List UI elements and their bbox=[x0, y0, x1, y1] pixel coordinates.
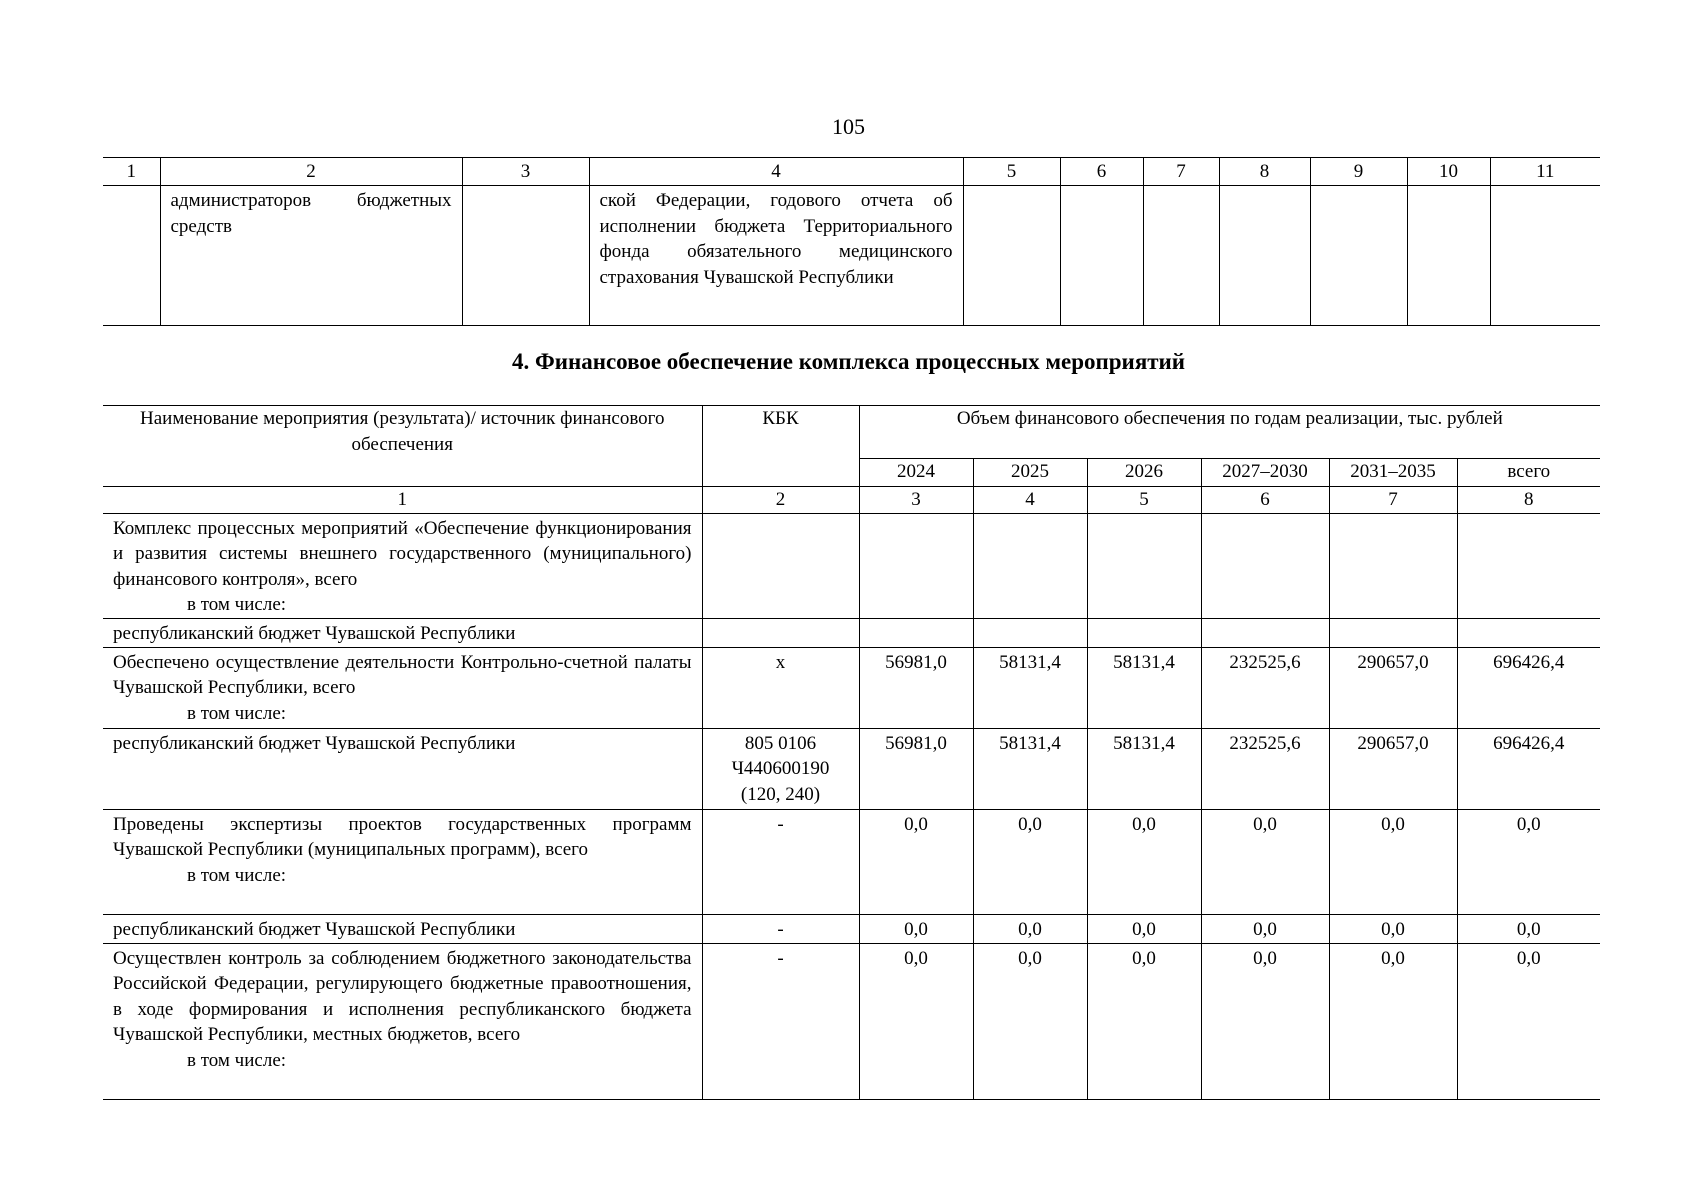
column-number: 9 bbox=[1310, 158, 1407, 186]
value-2027-2030: 0,0 bbox=[1201, 809, 1329, 914]
section-title: 4. Финансовое обеспечение комплекса процессных мероприятий bbox=[511, 349, 1186, 374]
row-name-text: Обеспечено осуществление деятельности Контрольно-счетной палаты Чувашской Республики, всего bbox=[113, 651, 692, 698]
table-cell bbox=[1490, 186, 1600, 326]
value-2027-2030: 232525,6 bbox=[1201, 647, 1329, 728]
kbk-line: (120, 240) bbox=[740, 783, 821, 805]
value-2027-2030: 232525,6 bbox=[1201, 728, 1329, 809]
row-kbk: - bbox=[702, 943, 859, 1099]
value-2026: 0,0 bbox=[1087, 943, 1201, 1099]
table-row bbox=[103, 647, 1600, 728]
header-year: 2027–2030 bbox=[1201, 459, 1329, 487]
table-cell bbox=[963, 186, 1060, 326]
header-year: 2024 bbox=[859, 459, 973, 487]
value-2025: 58131,4 bbox=[973, 728, 1087, 809]
value-2026: 58131,4 bbox=[1087, 647, 1201, 728]
header-kbk: КБК bbox=[702, 406, 859, 487]
row-kbk: - bbox=[702, 809, 859, 914]
row-kbk bbox=[702, 513, 859, 618]
value-2025: 0,0 bbox=[973, 809, 1087, 914]
table-cell bbox=[1310, 186, 1407, 326]
value-2024: 0,0 bbox=[859, 809, 973, 914]
value-2024: 0,0 bbox=[859, 943, 973, 1099]
row-name bbox=[103, 943, 702, 1099]
row-kbk: - bbox=[702, 914, 859, 943]
value-2027-2030 bbox=[1201, 618, 1329, 647]
column-number: 5 bbox=[963, 158, 1060, 186]
value-2031-2035: 290657,0 bbox=[1329, 647, 1457, 728]
in-that-number-label: в том числе: bbox=[187, 1049, 287, 1071]
value-total: 0,0 bbox=[1457, 914, 1600, 943]
column-number: 1 bbox=[103, 158, 160, 186]
value-2026: 0,0 bbox=[1087, 914, 1201, 943]
row-name bbox=[103, 647, 702, 728]
table-cell bbox=[462, 186, 589, 326]
column-number: 3 bbox=[859, 487, 973, 514]
kbk-line: Ч440600190 bbox=[731, 758, 830, 779]
table-row bbox=[103, 943, 1600, 1099]
financial-table bbox=[103, 405, 1600, 1100]
value-2025: 0,0 bbox=[973, 914, 1087, 943]
value-2031-2035: 0,0 bbox=[1329, 809, 1457, 914]
table-cell bbox=[103, 186, 160, 326]
value-2025: 58131,4 bbox=[973, 647, 1087, 728]
header-year: 2031–2035 bbox=[1329, 459, 1457, 487]
row-name-text: Комплекс процессных мероприятий «Обеспечение функционирования и развития системы внешнего государственного (муниципального) финансового контроля», всего bbox=[113, 517, 692, 590]
value-2031-2035: 290657,0 bbox=[1329, 728, 1457, 809]
row-name: республиканский бюджет Чувашской Республики bbox=[103, 728, 702, 809]
value-2024: 0,0 bbox=[859, 914, 973, 943]
table-cell bbox=[1219, 186, 1310, 326]
table-row bbox=[103, 728, 1600, 809]
row-kbk: х bbox=[702, 647, 859, 728]
row-name: республиканский бюджет Чувашской Республики bbox=[103, 914, 702, 943]
row-kbk bbox=[702, 618, 859, 647]
column-number-row bbox=[103, 487, 1600, 514]
in-that-number-label: в том числе: bbox=[187, 702, 287, 724]
table-cell: администраторов бюджетных средств bbox=[160, 186, 462, 326]
column-number: 7 bbox=[1143, 158, 1219, 186]
value-2026 bbox=[1087, 618, 1201, 647]
header-row bbox=[103, 406, 1600, 459]
table-row bbox=[103, 914, 1600, 943]
value-2031-2035 bbox=[1329, 513, 1457, 618]
table-cell bbox=[1407, 186, 1490, 326]
table-row bbox=[103, 513, 1600, 618]
column-number: 8 bbox=[1219, 158, 1310, 186]
header-year: 2025 bbox=[973, 459, 1087, 487]
column-number: 6 bbox=[1060, 158, 1143, 186]
value-2026: 58131,4 bbox=[1087, 728, 1201, 809]
table-row bbox=[103, 618, 1600, 647]
table-row bbox=[103, 186, 1600, 326]
row-name-text: Осуществлен контроль за соблюдением бюджетного законодательства Российской Федерации, регулирующего бюджетные правоотношения, в ходе формирования и исполнения республиканского бюджета Чувашской Республики, местных бюджетов, всего bbox=[113, 947, 692, 1045]
column-number: 3 bbox=[462, 158, 589, 186]
value-total: 0,0 bbox=[1457, 943, 1600, 1099]
value-total bbox=[1457, 618, 1600, 647]
in-that-number-label: в том числе: bbox=[187, 594, 287, 615]
value-total bbox=[1457, 513, 1600, 618]
value-2025 bbox=[973, 513, 1087, 618]
kbk-line: 805 0106 bbox=[744, 732, 817, 754]
column-number: 6 bbox=[1201, 487, 1329, 514]
row-name bbox=[103, 513, 702, 618]
value-2025 bbox=[973, 618, 1087, 647]
column-number: 10 bbox=[1407, 158, 1490, 186]
header-year: всего bbox=[1457, 459, 1600, 487]
row-name: республиканский бюджет Чувашской Республики bbox=[103, 618, 702, 647]
value-2024: 56981,0 bbox=[859, 728, 973, 809]
table-cell bbox=[1060, 186, 1143, 326]
row-name-text: Проведены экспертизы проектов государственных программ Чувашской Республики (муниципальных программ), всего bbox=[113, 813, 692, 860]
page-number: 105 bbox=[832, 114, 865, 139]
value-total: 696426,4 bbox=[1457, 647, 1600, 728]
header-year: 2026 bbox=[1087, 459, 1201, 487]
value-2024: 56981,0 bbox=[859, 647, 973, 728]
column-number: 7 bbox=[1329, 487, 1457, 514]
value-2024 bbox=[859, 618, 973, 647]
header-name: Наименование мероприятия (результата)/ источник финансового обеспечения bbox=[103, 406, 702, 487]
column-number: 4 bbox=[973, 487, 1087, 514]
row-kbk bbox=[702, 728, 859, 809]
column-number: 2 bbox=[160, 158, 462, 186]
column-number: 8 bbox=[1457, 487, 1600, 514]
value-2031-2035 bbox=[1329, 618, 1457, 647]
row-name bbox=[103, 809, 702, 914]
value-2024 bbox=[859, 513, 973, 618]
value-total: 696426,4 bbox=[1457, 728, 1600, 809]
column-number: 4 bbox=[589, 158, 963, 186]
column-number-row bbox=[103, 158, 1600, 186]
column-number: 2 bbox=[702, 487, 859, 514]
value-2027-2030: 0,0 bbox=[1201, 914, 1329, 943]
table-cell: ской Федерации, годового отчета об исполнении бюджета Территориального фонда обязательного медицинского страхования Чувашской Республики bbox=[589, 186, 963, 326]
header-volume: Объем финансового обеспечения по годам реализации, тыс. рублей bbox=[859, 406, 1600, 459]
value-2027-2030: 0,0 bbox=[1201, 943, 1329, 1099]
column-number: 1 bbox=[103, 487, 702, 514]
value-total: 0,0 bbox=[1457, 809, 1600, 914]
column-number: 5 bbox=[1087, 487, 1201, 514]
column-number: 11 bbox=[1490, 158, 1600, 186]
table-row bbox=[103, 809, 1600, 914]
value-2026 bbox=[1087, 513, 1201, 618]
previous-table-continuation bbox=[103, 157, 1600, 326]
value-2026: 0,0 bbox=[1087, 809, 1201, 914]
value-2031-2035: 0,0 bbox=[1329, 943, 1457, 1099]
in-that-number-label: в том числе: bbox=[187, 864, 287, 886]
value-2025: 0,0 bbox=[973, 943, 1087, 1099]
value-2031-2035: 0,0 bbox=[1329, 914, 1457, 943]
table-cell bbox=[1143, 186, 1219, 326]
value-2027-2030 bbox=[1201, 513, 1329, 618]
